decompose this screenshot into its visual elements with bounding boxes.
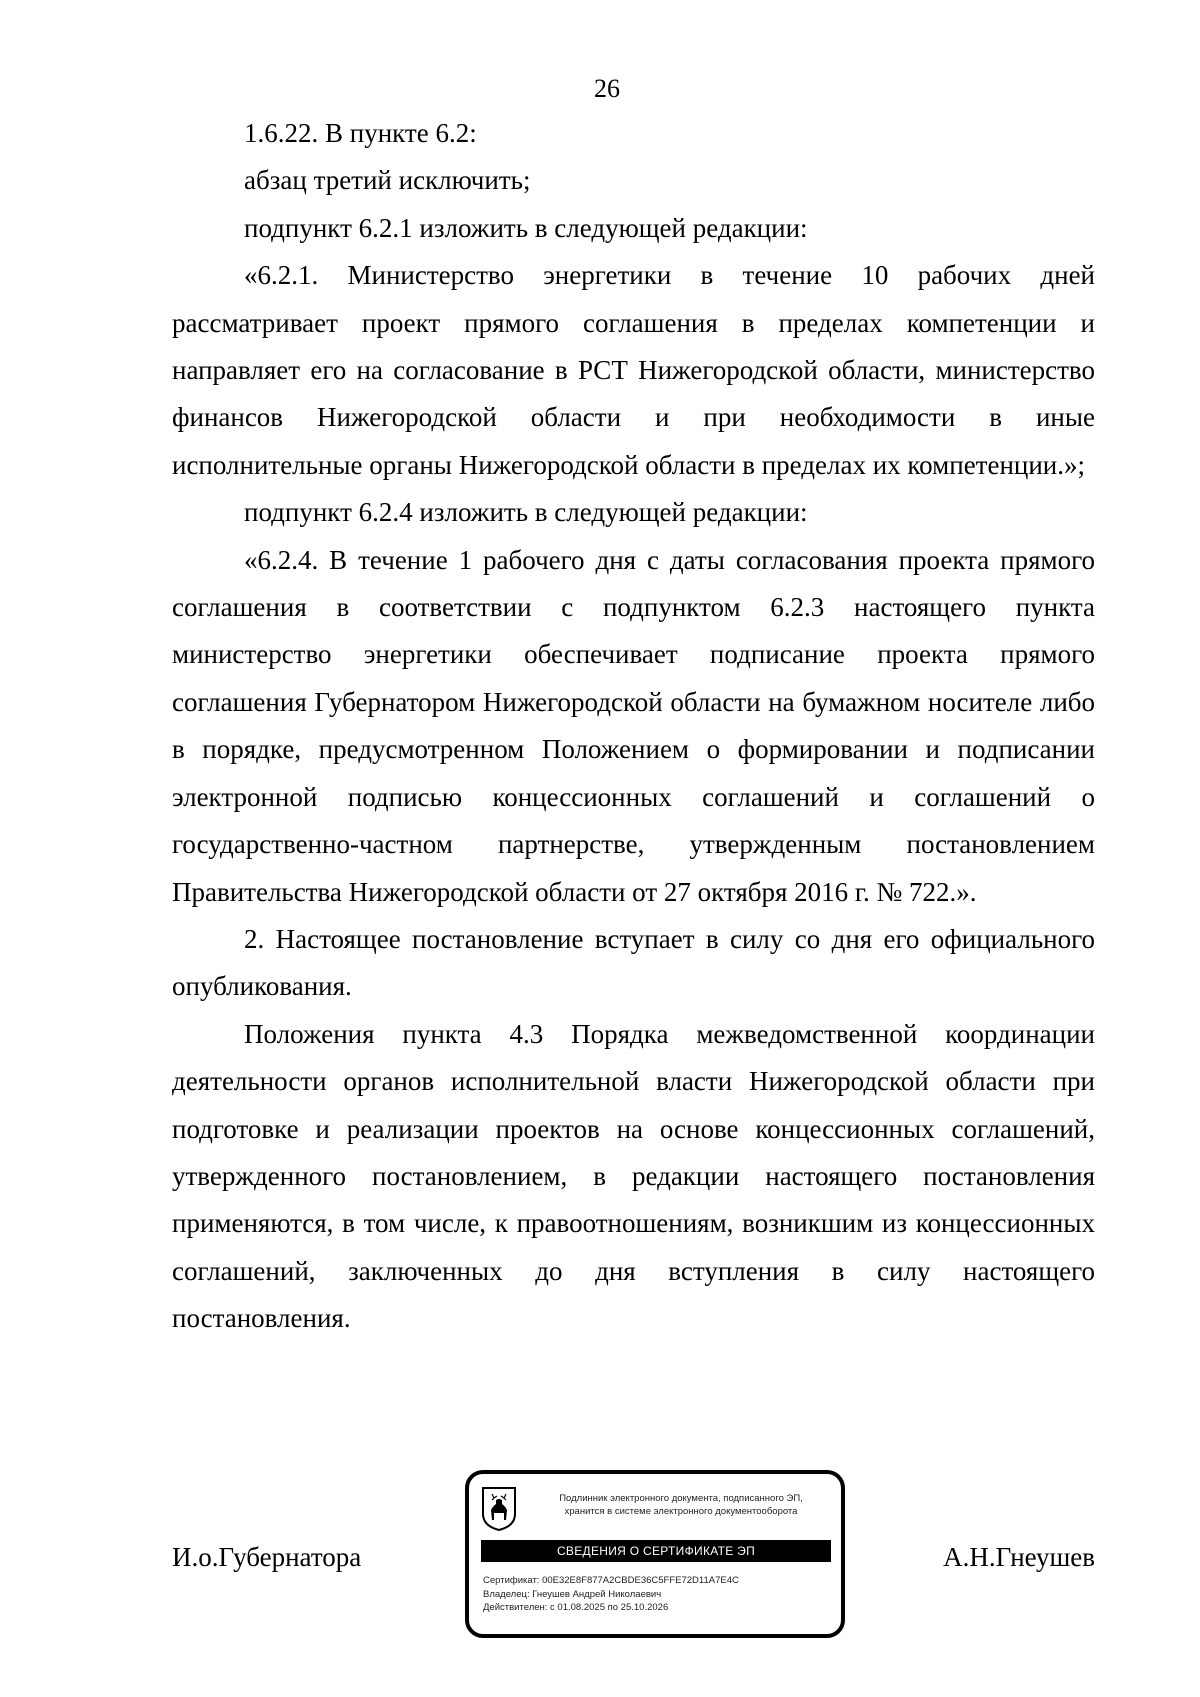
certificate-number: Сертификат: 00E32E8F877A2CBDE36C5FFE72D11A7E4C [483, 1575, 739, 1586]
signature-block [172, 1470, 1095, 1650]
paragraph-amendment-heading: 1.6.22. В пункте 6.2: [244, 118, 477, 148]
deer-emblem-icon [481, 1486, 517, 1532]
stamp-title-bar: СВЕДЕНИЯ О СЕРТИФИКАТЕ ЭП [481, 1540, 831, 1562]
signatory-position: И.о.Губернатора [172, 1542, 362, 1572]
paragraph-effective-date: 2. Настоящее постановление вступает в силу со дня его официального опубликования. [172, 923, 1095, 1002]
stamp-header-line1: Подлинник электронного документа, подписанного ЭП, [559, 1493, 803, 1504]
stamp-header-line2: хранится в системе электронного документооборота [564, 1506, 798, 1517]
signatory-name: А.Н.Гнеушев [943, 1542, 1095, 1572]
paragraph-subpoint-621-text: «6.2.1. Министерство энергетики в течение 10 рабочих дней рассматривает проект прямого соглашения в пределах компетенции и направляет его на согласование в РСТ Нижегородской области, министерство финансов Нижегородской области и при необходимости в иные исполнительные органы Нижегородской области в пределах их компетенции.»; [172, 260, 1095, 480]
electronic-signature-stamp [465, 1470, 845, 1638]
certificate-validity: Действителен: с 01.08.2025 по 25.10.2026 [483, 1602, 669, 1613]
document-body [172, 110, 1095, 1343]
page-number: 26 [594, 74, 620, 103]
paragraph-delete-third: абзац третий исключить; [244, 165, 531, 196]
stamp-header [525, 1492, 837, 1518]
certificate-owner: Владелец: Гнеушев Андрей Николаевич [483, 1588, 662, 1600]
paragraph-subpoint-621-intro: подпункт 6.2.1 изложить в следующей редакции: [244, 212, 808, 243]
paragraph-applicability: Положения пункта 4.3 Порядка межведомственной координации деятельности органов исполнительной власти Нижегородской области при подготовке и реализации проектов на основе концессионных соглашений, утвержденного постановлением, в редакции настоящего постановления применяются, в том числе, к правоотношениям, возникшим из концессионных соглашений, заключенных до дня вступления в силу настоящего постановления. [172, 1018, 1095, 1334]
certificate-details [483, 1574, 739, 1615]
paragraph-subpoint-624-text: «6.2.4. В течение 1 рабочего дня с даты согласования проекта прямого соглашения в соответствии с подпунктом 6.2.3 настоящего пункта министерство энергетики обеспечивает подписание проекта прямого соглашения Губернатором Нижегородской области на бумажном носителе либо в порядке, предусмотренном Положением о формировании и подписании электронной подписью концессионных соглашений и соглашений о государственно-частном партнерстве, утвержденным постановлением Правительства Нижегородской области от 27 октября 2016 г. № 722.». [172, 544, 1095, 907]
paragraph-subpoint-624-intro: подпункт 6.2.4 изложить в следующей редакции: [244, 497, 808, 528]
